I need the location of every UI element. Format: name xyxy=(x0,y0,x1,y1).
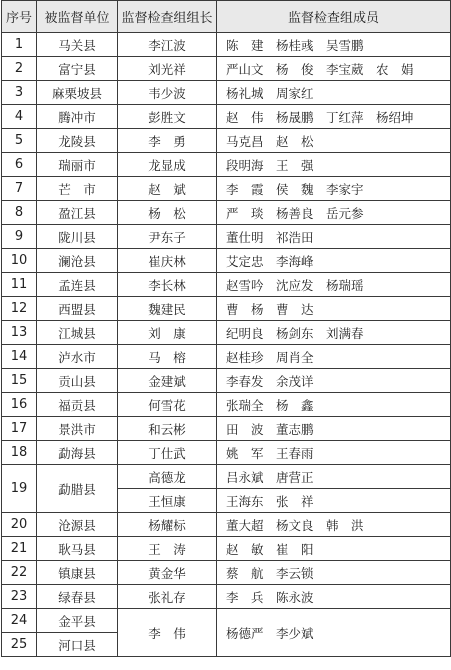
table-row xyxy=(2,513,451,537)
row-members: 李春发 余茂详 xyxy=(217,369,451,393)
row-unit: 马关县 xyxy=(37,33,118,57)
header-members: 监督检查组成员 xyxy=(217,1,451,33)
row-no: 7 xyxy=(2,177,37,201)
row-unit: 耿马县 xyxy=(37,537,118,561)
table-row xyxy=(2,129,451,153)
row-unit: 腾冲市 xyxy=(37,105,118,129)
row-no: 25 xyxy=(2,633,37,657)
table-row xyxy=(2,201,451,225)
table-row xyxy=(2,225,451,249)
row-no: 11 xyxy=(2,273,37,297)
table-row xyxy=(2,177,451,201)
table-row xyxy=(2,369,451,393)
row-members: 艾定忠 李海峰 xyxy=(217,249,451,273)
row-leader: 马 榕 xyxy=(118,345,217,369)
row-members: 段明海 王 强 xyxy=(217,153,451,177)
row-no: 19 xyxy=(2,465,37,513)
row-leader: 丁仕武 xyxy=(118,441,217,465)
row-leader: 魏建民 xyxy=(118,297,217,321)
header-no: 序号 xyxy=(2,1,37,33)
row-members: 董大超 杨文良 韩 洪 xyxy=(217,513,451,537)
row-leader: 金建斌 xyxy=(118,369,217,393)
row-unit: 盈江县 xyxy=(37,201,118,225)
row-members: 张瑞全 杨 鑫 xyxy=(217,393,451,417)
supervision-table-container xyxy=(1,0,450,657)
row-members: 杨德严 李少斌 xyxy=(217,609,451,657)
row-members: 曹 杨 曹 达 xyxy=(217,297,451,321)
table-row xyxy=(2,273,451,297)
row-leader: 张礼存 xyxy=(118,585,217,609)
row-members: 吕永斌 唐营正 xyxy=(217,465,451,489)
row-leader: 李江波 xyxy=(118,33,217,57)
header-leader: 监督检查组组长 xyxy=(118,1,217,33)
table-row xyxy=(2,465,451,489)
table-row xyxy=(2,345,451,369)
row-no: 9 xyxy=(2,225,37,249)
table-row xyxy=(2,57,451,81)
row-leader: 杨 松 xyxy=(118,201,217,225)
row-no: 23 xyxy=(2,585,37,609)
row-no: 3 xyxy=(2,81,37,105)
row-members: 赵桂珍 周肖全 xyxy=(217,345,451,369)
row-leader: 李 伟 xyxy=(118,609,217,657)
row-members: 严 琰 杨善良 岳元参 xyxy=(217,201,451,225)
row-leader: 李 勇 xyxy=(118,129,217,153)
row-unit: 富宁县 xyxy=(37,57,118,81)
row-leader: 高德龙 xyxy=(118,465,217,489)
table-row xyxy=(2,153,451,177)
table-row xyxy=(2,249,451,273)
row-members: 蔡 航 李云锁 xyxy=(217,561,451,585)
row-unit: 江城县 xyxy=(37,321,118,345)
row-leader: 刘光祥 xyxy=(118,57,217,81)
row-unit: 芒 市 xyxy=(37,177,118,201)
row-leader: 彭胜文 xyxy=(118,105,217,129)
row-leader: 龙显成 xyxy=(118,153,217,177)
row-leader: 和云彬 xyxy=(118,417,217,441)
table-row xyxy=(2,105,451,129)
header-row xyxy=(2,1,451,33)
row-unit: 西盟县 xyxy=(37,297,118,321)
row-leader: 王恒康 xyxy=(118,489,217,513)
row-no: 10 xyxy=(2,249,37,273)
row-no: 1 xyxy=(2,33,37,57)
row-unit: 景洪市 xyxy=(37,417,118,441)
row-unit: 麻栗坡县 xyxy=(37,81,118,105)
row-members: 赵 伟 杨晟鹏 丁红萍 杨绍坤 xyxy=(217,105,451,129)
row-unit: 勐腊县 xyxy=(37,465,118,513)
row-unit: 瑞丽市 xyxy=(37,153,118,177)
row-members: 姚 军 王春雨 xyxy=(217,441,451,465)
row-members: 李 兵 陈永波 xyxy=(217,585,451,609)
row-unit: 镇康县 xyxy=(37,561,118,585)
table-row xyxy=(2,441,451,465)
table-row xyxy=(2,561,451,585)
row-members: 马克昌 赵 松 xyxy=(217,129,451,153)
row-unit: 沧源县 xyxy=(37,513,118,537)
row-no: 20 xyxy=(2,513,37,537)
row-no: 5 xyxy=(2,129,37,153)
table-row xyxy=(2,81,451,105)
row-unit: 福贡县 xyxy=(37,393,118,417)
row-unit: 澜沧县 xyxy=(37,249,118,273)
table-row xyxy=(2,609,451,633)
table-row xyxy=(2,297,451,321)
row-no: 15 xyxy=(2,369,37,393)
row-leader: 黄金华 xyxy=(118,561,217,585)
row-members: 严山文 杨 俊 李宝葳 农 娟 xyxy=(217,57,451,81)
row-no: 24 xyxy=(2,609,37,633)
row-members: 陈 建 杨桂彧 吴雪鹏 xyxy=(217,33,451,57)
row-leader: 韦少波 xyxy=(118,81,217,105)
table-body xyxy=(2,33,451,657)
row-unit: 孟连县 xyxy=(37,273,118,297)
row-unit: 陇川县 xyxy=(37,225,118,249)
row-unit: 河口县 xyxy=(37,633,118,657)
row-no: 8 xyxy=(2,201,37,225)
row-members: 杨礼城 周家红 xyxy=(217,81,451,105)
table-row xyxy=(2,585,451,609)
row-no: 2 xyxy=(2,57,37,81)
row-unit: 金平县 xyxy=(37,609,118,633)
table-row xyxy=(2,537,451,561)
row-leader: 王 涛 xyxy=(118,537,217,561)
row-unit: 贡山县 xyxy=(37,369,118,393)
row-no: 18 xyxy=(2,441,37,465)
row-leader: 李长林 xyxy=(118,273,217,297)
row-no: 17 xyxy=(2,417,37,441)
table-row xyxy=(2,321,451,345)
row-members: 董仕明 祁浩田 xyxy=(217,225,451,249)
row-members: 纪明良 杨剑东 刘满春 xyxy=(217,321,451,345)
row-no: 13 xyxy=(2,321,37,345)
row-members: 田 波 董志鹏 xyxy=(217,417,451,441)
row-no: 16 xyxy=(2,393,37,417)
row-unit: 泸水市 xyxy=(37,345,118,369)
row-no: 21 xyxy=(2,537,37,561)
row-no: 6 xyxy=(2,153,37,177)
table-row xyxy=(2,417,451,441)
table-header xyxy=(2,1,451,33)
row-leader: 尹东子 xyxy=(118,225,217,249)
row-members: 赵雪吟 沈应发 杨瑞瑶 xyxy=(217,273,451,297)
supervision-table xyxy=(1,0,451,657)
row-members: 李 霞 侯 魏 李家宇 xyxy=(217,177,451,201)
row-no: 12 xyxy=(2,297,37,321)
row-unit: 绿春县 xyxy=(37,585,118,609)
row-no: 22 xyxy=(2,561,37,585)
row-no: 4 xyxy=(2,105,37,129)
header-unit: 被监督单位 xyxy=(37,1,118,33)
row-unit: 勐海县 xyxy=(37,441,118,465)
table-row xyxy=(2,33,451,57)
row-leader: 刘 康 xyxy=(118,321,217,345)
row-members: 王海东 张 祥 xyxy=(217,489,451,513)
row-leader: 崔庆林 xyxy=(118,249,217,273)
row-members: 赵 敏 崔 阳 xyxy=(217,537,451,561)
row-leader: 赵 斌 xyxy=(118,177,217,201)
row-leader: 杨耀标 xyxy=(118,513,217,537)
row-unit: 龙陵县 xyxy=(37,129,118,153)
row-leader: 何雪花 xyxy=(118,393,217,417)
table-row xyxy=(2,393,451,417)
row-no: 14 xyxy=(2,345,37,369)
